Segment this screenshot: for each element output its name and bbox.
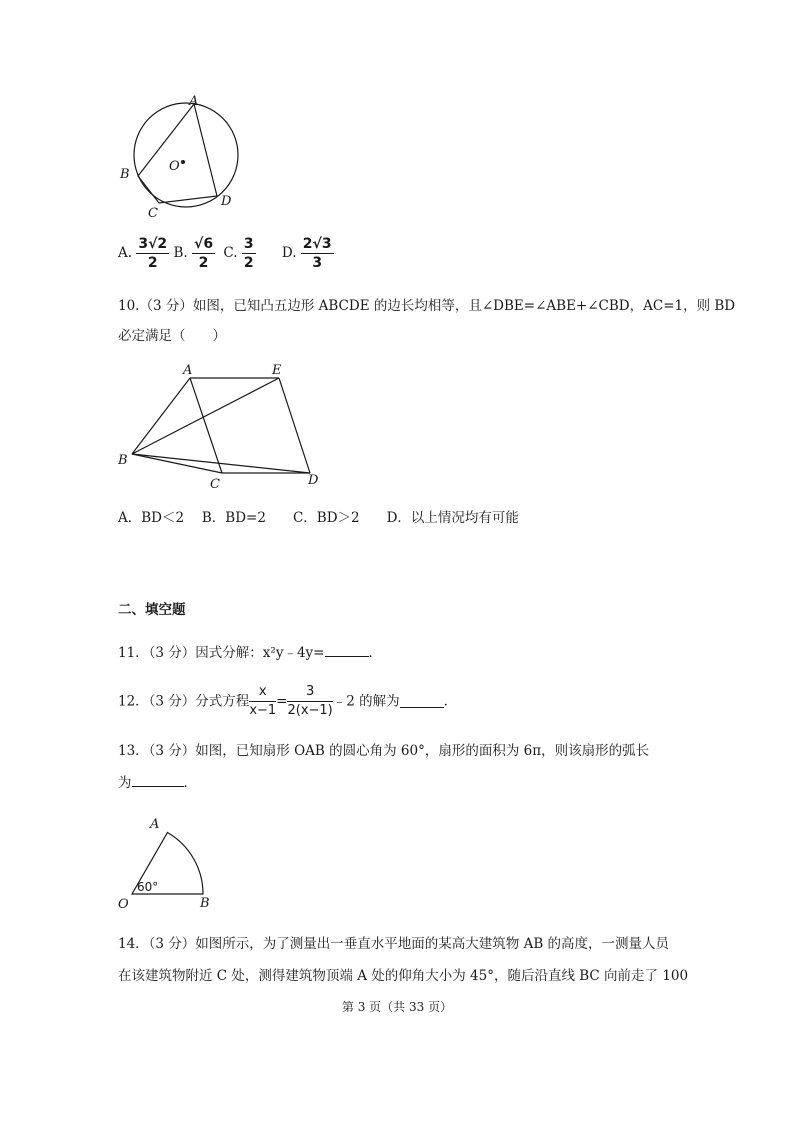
q13-sector-figure: [110, 812, 220, 912]
fraction: $\frac{3}{2}$: [243, 236, 254, 271]
fraction-rhs: $\frac{3}{2(x-1)}$: [287, 684, 333, 718]
label-d: D: [221, 194, 232, 209]
label-e: E: [272, 363, 282, 378]
label-a: A: [183, 363, 193, 378]
q10-options: A．BD＜2 B．BD=2 C．BD＞2 D．以上情况均有可能: [118, 510, 519, 526]
angle-label: 60°: [137, 880, 159, 894]
diagonal-ac: [190, 378, 222, 473]
label-b: B: [200, 896, 210, 911]
q12: 12．（3 分）分式方程 $\frac{x}{x-1}$ = $\frac{3}{2(x-1)}$ ﹣2 的解为 ．: [118, 684, 458, 718]
q14-line2: 在该建筑物附近 C 处，测得建筑物顶端 A 处的仰角大小为 45°，随后沿直线 BC 向前走了 100: [118, 968, 689, 984]
fraction: $\frac{√6}{2}$: [193, 236, 214, 271]
label-b: B: [118, 453, 128, 468]
label-o: O: [169, 159, 180, 174]
label-c: C: [148, 206, 158, 220]
q9-option-c[interactable]: C. $\frac{3}{2}$: [223, 236, 254, 271]
q9-circle-figure: [110, 90, 250, 220]
q10-line1: 10.（3 分）如图，已知凸五边形 ABCDE 的边长均相等，且∠DBE=∠ABE+∠CBD，AC=1，则 BD: [118, 298, 736, 314]
label-o: O: [118, 897, 129, 912]
answer-blank[interactable]: [400, 695, 444, 708]
page-footer: 第 3 页（共 33 页）: [341, 1000, 453, 1014]
label-a: A: [189, 94, 199, 109]
answer-blank[interactable]: [132, 774, 184, 787]
q14-line1: 14．（3 分）如图所示，为了测量出一垂直水平地面的某高大建筑物 AB 的高度，一测量人员: [118, 936, 670, 952]
q11: 11．（3 分）因式分解：x²y﹣4y= ．: [118, 645, 382, 661]
diagonal-be: [132, 378, 279, 454]
q9-options: [118, 236, 334, 271]
fraction: $\frac{2√3}{3}$: [302, 236, 332, 271]
q13-line2: 为 ．: [118, 775, 197, 791]
q9-option-b[interactable]: B. $\frac{√6}{2}$: [173, 236, 214, 271]
section-title-fill-blank: 二、填空题: [118, 602, 186, 618]
center-point: [181, 160, 185, 164]
q13-line1: 13．（3 分）如图，已知扇形 OAB 的圆心角为 60°，扇形的面积为 6π，则该扇形的弧长: [118, 743, 650, 759]
q9-option-d[interactable]: D. $\frac{2√3}{3}$: [281, 236, 332, 271]
q10-line2: 必定满足（ ）: [118, 328, 226, 344]
edge-ba: [132, 378, 190, 454]
q9-option-a[interactable]: A. $\frac{3√2}{2}$: [118, 236, 168, 271]
label-c: C: [210, 477, 220, 492]
edge-cb: [132, 454, 222, 473]
answer-blank[interactable]: [325, 644, 369, 657]
fraction-lhs: $\frac{x}{x-1}$: [249, 684, 277, 718]
label-d: D: [308, 473, 319, 488]
label-a: A: [150, 817, 160, 832]
quadrilateral-abcd: [138, 104, 217, 203]
label-b: B: [120, 167, 130, 182]
fraction: $\frac{3√2}{2}$: [138, 236, 168, 271]
q10-pentagon-figure: [110, 360, 340, 495]
edge-ed: [279, 378, 310, 473]
